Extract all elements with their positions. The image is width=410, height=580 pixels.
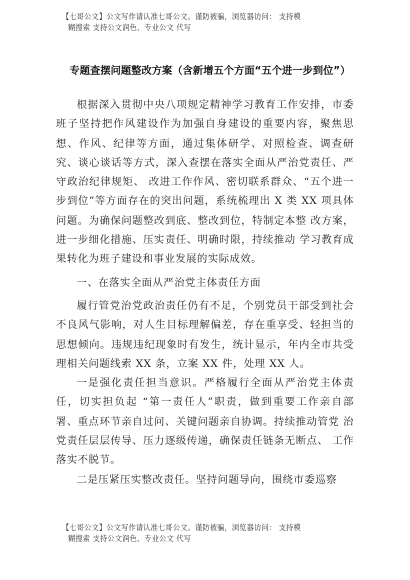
document-title: 专题查摆问题整改方案（含新增五个方面“五个进一步到位”） bbox=[69, 66, 351, 77]
document-body bbox=[56, 96, 354, 490]
header-banner-line-1: 【七哥公文】公文写作请认准七哥公文。谨防被骗，浏览器访问： 支持模 bbox=[62, 12, 301, 21]
intro-paragraph: 根据深入贯彻中央八项规定精神学习教育工作安排，市委班子坚持把作风建设作为加强自身建设的重要内容，聚焦思想、作风、纪律等方面，通过集体研学、对照检查、调查研究、谈心谈话等方式，深入查摆在落实全面从严治党责任、严守政治纪律规矩、 改进工作作风、密切联系群众、“五个进一步到位”等方面存在的突出问题，系统梳理出 X 类 XX 项具体问题。为确保问题整改到底、整改到位，特制定本整 改方案，进一步细化措施、压实责任、明确时限，持续推动 学习教育成果转化为班子建设和事业发展的实际成效。 bbox=[56, 99, 354, 266]
footer-banner bbox=[62, 522, 362, 544]
section-heading: 一、在落实全面从严治党主体责任方面 bbox=[76, 276, 261, 289]
footer-banner-line-1: 【七哥公文】公文写作请认准七哥公文。谨防被骗，浏览器访问： 支持模 bbox=[62, 523, 301, 532]
header-banner-line-2: 糊搜索 支持公文润色、专业公文 代写 bbox=[68, 23, 192, 32]
body-paragraph: 履行管党治党政治责任仍有不足，个别党员干部受到社会不良风气影响，对人生目标理解偏差，存在重享受、轻担当的思想倾向。违规违纪现象时有发生，统计显示，年内全市共受理相关问题线索 XX 条，立案 XX 件，处理 XX 人。 bbox=[56, 299, 354, 370]
body-paragraph: 二是压紧压实整改责任。坚持问题导向，围绕市委巡察 bbox=[76, 473, 337, 486]
body-paragraph: 一是强化责任担当意识。严格履行全面从严治党主体责任，切实担负起 “第一责任人”职责，做到重要工作亲自部 署、重点环节亲自过问、关键问题亲自协调。持续推动管党 治党责任层层传导、压力逐级传递，确保责任链条无断点、 工作落实不脱节。 bbox=[56, 377, 354, 467]
footer-banner-line-2: 糊搜索 支持公文润色、专业公文 代写 bbox=[68, 534, 192, 543]
header-banner bbox=[62, 11, 362, 33]
